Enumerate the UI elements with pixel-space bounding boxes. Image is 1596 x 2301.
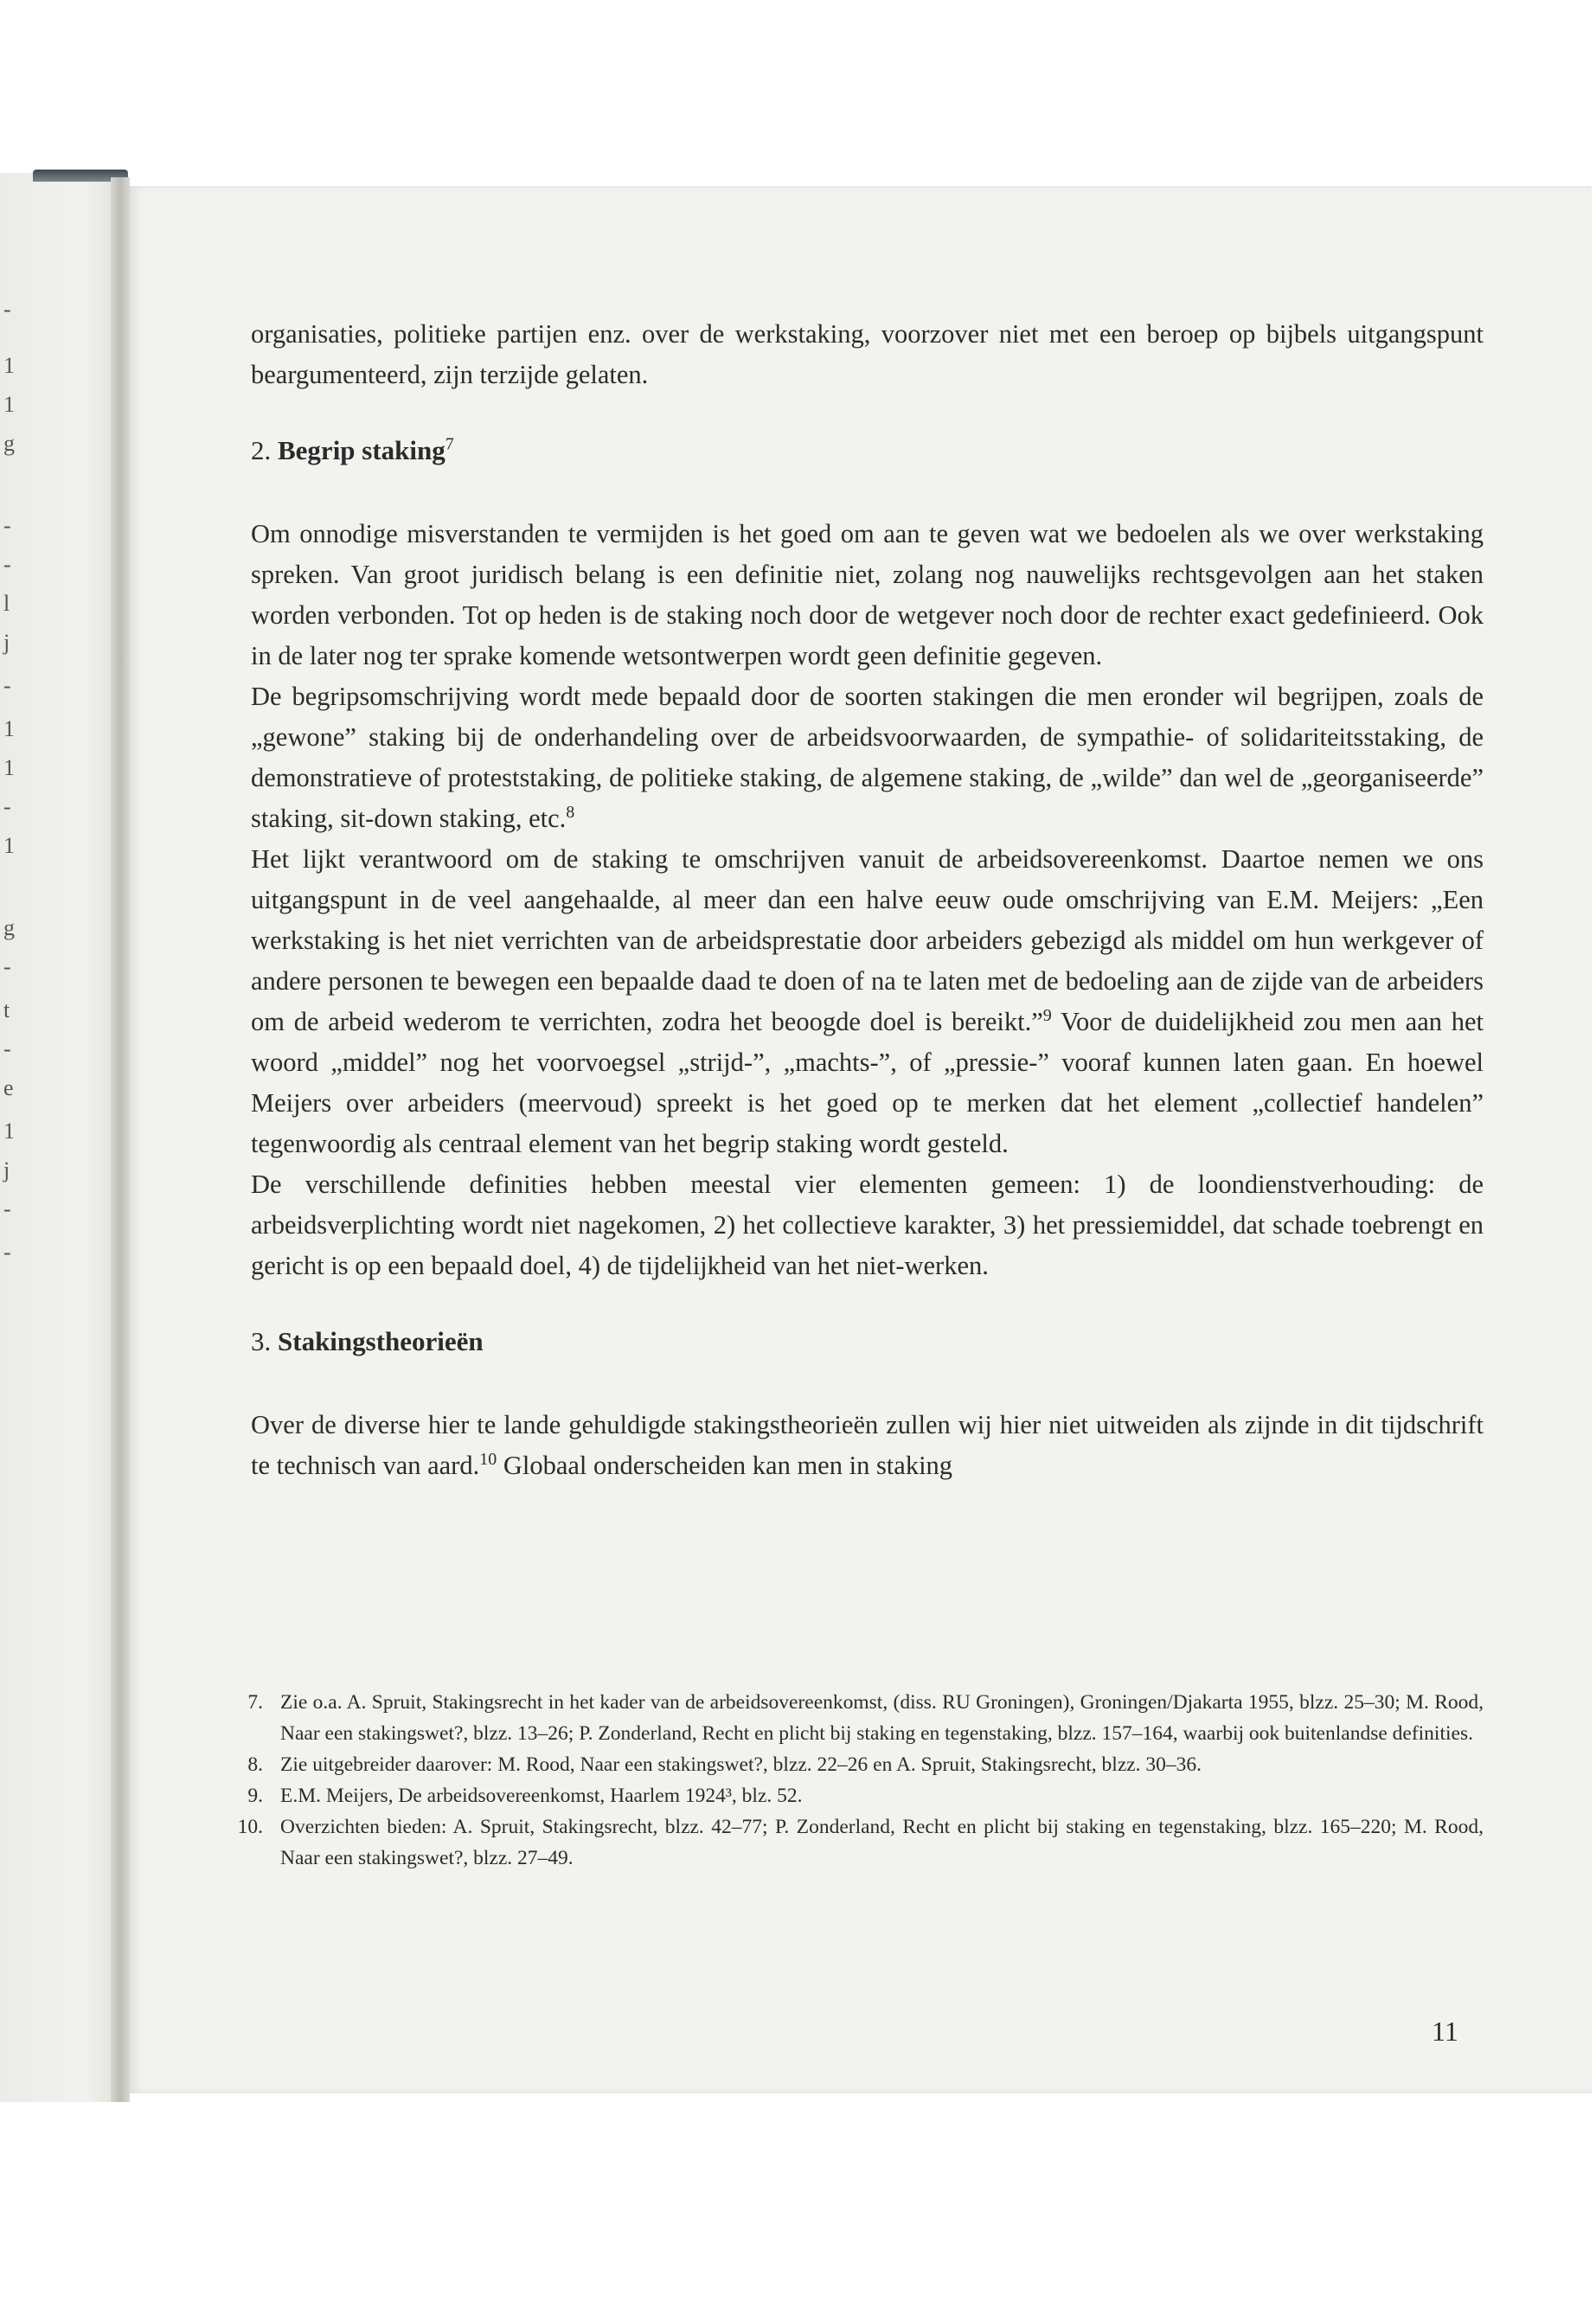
intro-paragraph: organisaties, politieke partijen enz. over de werkstaking, voorzover niet met een beroep op bijbels uitgangspunt beargumenteerd, zijn terzijde gelaten. — [251, 319, 1484, 389]
footnote-number: 7. — [247, 1691, 263, 1714]
left-page-edge-text — [0, 173, 121, 2102]
left-page-edge-glyph: e — [3, 1075, 14, 1100]
section-3-paragraph-1-text-a: Over de diverse hier te lande gehuldigde stakingstheorieën zullen wij hier niet uitweiden als zijnde in dit tijdschrift te technisch van aard. — [251, 1410, 1484, 1480]
left-page-edge-glyph: g — [3, 915, 15, 940]
footnote-text: Overzichten bieden: A. Spruit, Stakingsrecht, blzz. 42–77; P. Zonderland, Recht en plicht bij staking en tegenstaking, blzz. 165–220; M. Rood, Naar een stakingswet?, blzz. 27–49. — [280, 1816, 1484, 1869]
book-spine — [111, 177, 130, 2102]
footnote-number: 9. — [247, 1785, 263, 1807]
section-3-number: 3. — [251, 1326, 272, 1356]
left-page-edge-glyph: 1 — [3, 353, 15, 378]
left-page-edge-glyph: j — [3, 1157, 10, 1183]
footnote — [247, 1780, 1484, 1811]
footnote-ref-7[interactable]: 7 — [445, 434, 454, 454]
footnote-number: 8. — [247, 1753, 263, 1776]
footnote-text: Zie o.a. A. Spruit, Stakingsrecht in het kader van de arbeidsovereenkomst, (diss. RU Groningen), Groningen/Djakarta 1955, blzz. 25–30; M. Rood, Naar een stakingswet?, blzz. 13–26; P. Zonderland, Recht en plicht bij staking en tegenstaking, blzz. 157–164, waarbij ook buitenlandse definities. — [280, 1691, 1484, 1745]
footnotes — [237, 1687, 1484, 1874]
section-2-paragraph-2-text: De begripsomschrijving wordt mede bepaald door de soorten stakingen die men eronder wil begrijpen, zoals de „gewone” staking bij de onderhandeling over de arbeidsvoorwaarden, de sympathie- of solidariteitsstaking, de demonstratieve of proteststaking, de politieke staking, de algemene staking, de „wilde” dan wel de „georganiseerde” staking, sit-down staking, etc. — [251, 682, 1484, 833]
footnote-ref-10[interactable]: 10 — [479, 1449, 497, 1469]
left-page-edge-glyph: - — [3, 297, 11, 322]
left-page-edge-glyph: - — [3, 552, 11, 577]
footnote — [247, 1687, 1484, 1749]
left-page-edge-glyph: - — [3, 794, 11, 819]
left-page-edge-glyph: 1 — [3, 392, 15, 417]
section-2-number: 2. — [251, 435, 272, 465]
left-page-edge-glyph: - — [3, 1240, 11, 1265]
footnote-ref-8[interactable]: 8 — [566, 802, 575, 822]
left-page-edge-glyph: - — [3, 673, 11, 698]
footnote — [237, 1811, 1484, 1874]
left-page-edge-glyph: 1 — [3, 1118, 15, 1144]
section-2-paragraph-3-text-a: Het lijkt verantwoord om de staking te omschrijven vanuit de arbeidsovereenkomst. Daartoe nemen we ons uitgangspunt in de veel aangehaalde, al meer dan een halve eeuw oude omschrijving van E.M. Meijers: „Een werkstaking is het niet verrichten van de arbeidsprestatie door arbeiders gebezigd als middel om hun werkgever of andere personen te bewegen een bepaalde daad te doen of na te laten met de bedoeling aan de zijde van de arbeiders om de arbeid wederom te verrichten, zodra het beoogde doel is bereikt.” — [251, 844, 1484, 1036]
left-page-edge-glyph: l — [3, 591, 10, 616]
footnote-number: 10. — [237, 1816, 263, 1838]
left-page-edge-glyph: - — [3, 513, 11, 538]
section-3-paragraph-1 — [251, 1405, 1484, 1486]
footnote-text: Zie uitgebreider daarover: M. Rood, Naar een stakingswet?, blzz. 22–26 en A. Spruit, Stakingsrecht, blzz. 30–36. — [280, 1753, 1202, 1776]
left-page-edge-glyph: t — [3, 997, 10, 1022]
footnote-ref-9[interactable]: 9 — [1042, 1005, 1052, 1025]
left-page-edge-glyph: - — [3, 954, 11, 979]
left-page-edge-glyph: 1 — [3, 833, 15, 858]
section-2-title: Begrip staking — [278, 435, 445, 465]
section-2-paragraph-4: De verschillende definities hebben meestal vier elementen gemeen: 1) de loondienstverhouding: de arbeidsverplichting wordt niet nagekomen, 2) het collectieve karakter, 3) het pressiemiddel, dat schade toebrengt en gericht is op een bepaald doel, 4) de tijdelijkheid van het niet-werken. — [251, 1170, 1484, 1280]
left-page-edge-glyph: g — [3, 431, 15, 456]
section-2-paragraph-3-text-b: Voor de duidelijkheid zou men aan het woord „middel” nog het voorvoegsel „strijd-”, „machts-”, of „pressie-” vooraf kunnen laten gaan. En hoewel Meijers over arbeiders (meervoud) spreekt is het goed op te merken dat het element „collectief handelen” tegenwoordig als centraal element van het begrip staking wordt gesteld. — [251, 1007, 1484, 1158]
page-body — [251, 314, 1484, 1486]
page-number: 11 — [1432, 2016, 1458, 2047]
left-page-edge-glyph: - — [3, 1036, 11, 1061]
section-3-title: Stakingstheorieën — [278, 1326, 484, 1356]
left-page-strip — [0, 173, 121, 2102]
left-page-edge-glyph: 1 — [3, 716, 15, 741]
section-3-heading — [251, 1321, 1484, 1362]
footnote — [247, 1749, 1484, 1780]
footnote-text: E.M. Meijers, De arbeidsovereenkomst, Haarlem 1924³, blz. 52. — [280, 1785, 803, 1807]
left-page-edge-glyph: j — [3, 630, 10, 655]
section-2-paragraph-1: Om onnodige misverstanden te vermijden is het goed om aan te geven wat we bedoelen als we over werkstaking spreken. Van groot juridisch belang is een definitie niet, zolang nog nauwelijks rechtsgevolgen aan het staken worden verbonden. Tot op heden is de staking noch door de wetgever noch door de rechter exact gedefinieerd. Ook in de later nog ter sprake komende wetsontwerpen wordt geen definitie gegeven. — [251, 519, 1484, 670]
left-page-edge-glyph: - — [3, 1196, 11, 1221]
section-2-paragraph-2 — [251, 676, 1484, 839]
section-3-paragraph-1-text-b: Globaal onderscheiden kan men in staking — [497, 1451, 953, 1480]
section-2-heading — [251, 430, 1484, 471]
section-2-paragraph-3 — [251, 839, 1484, 1164]
left-page-edge-glyph: 1 — [3, 755, 15, 780]
